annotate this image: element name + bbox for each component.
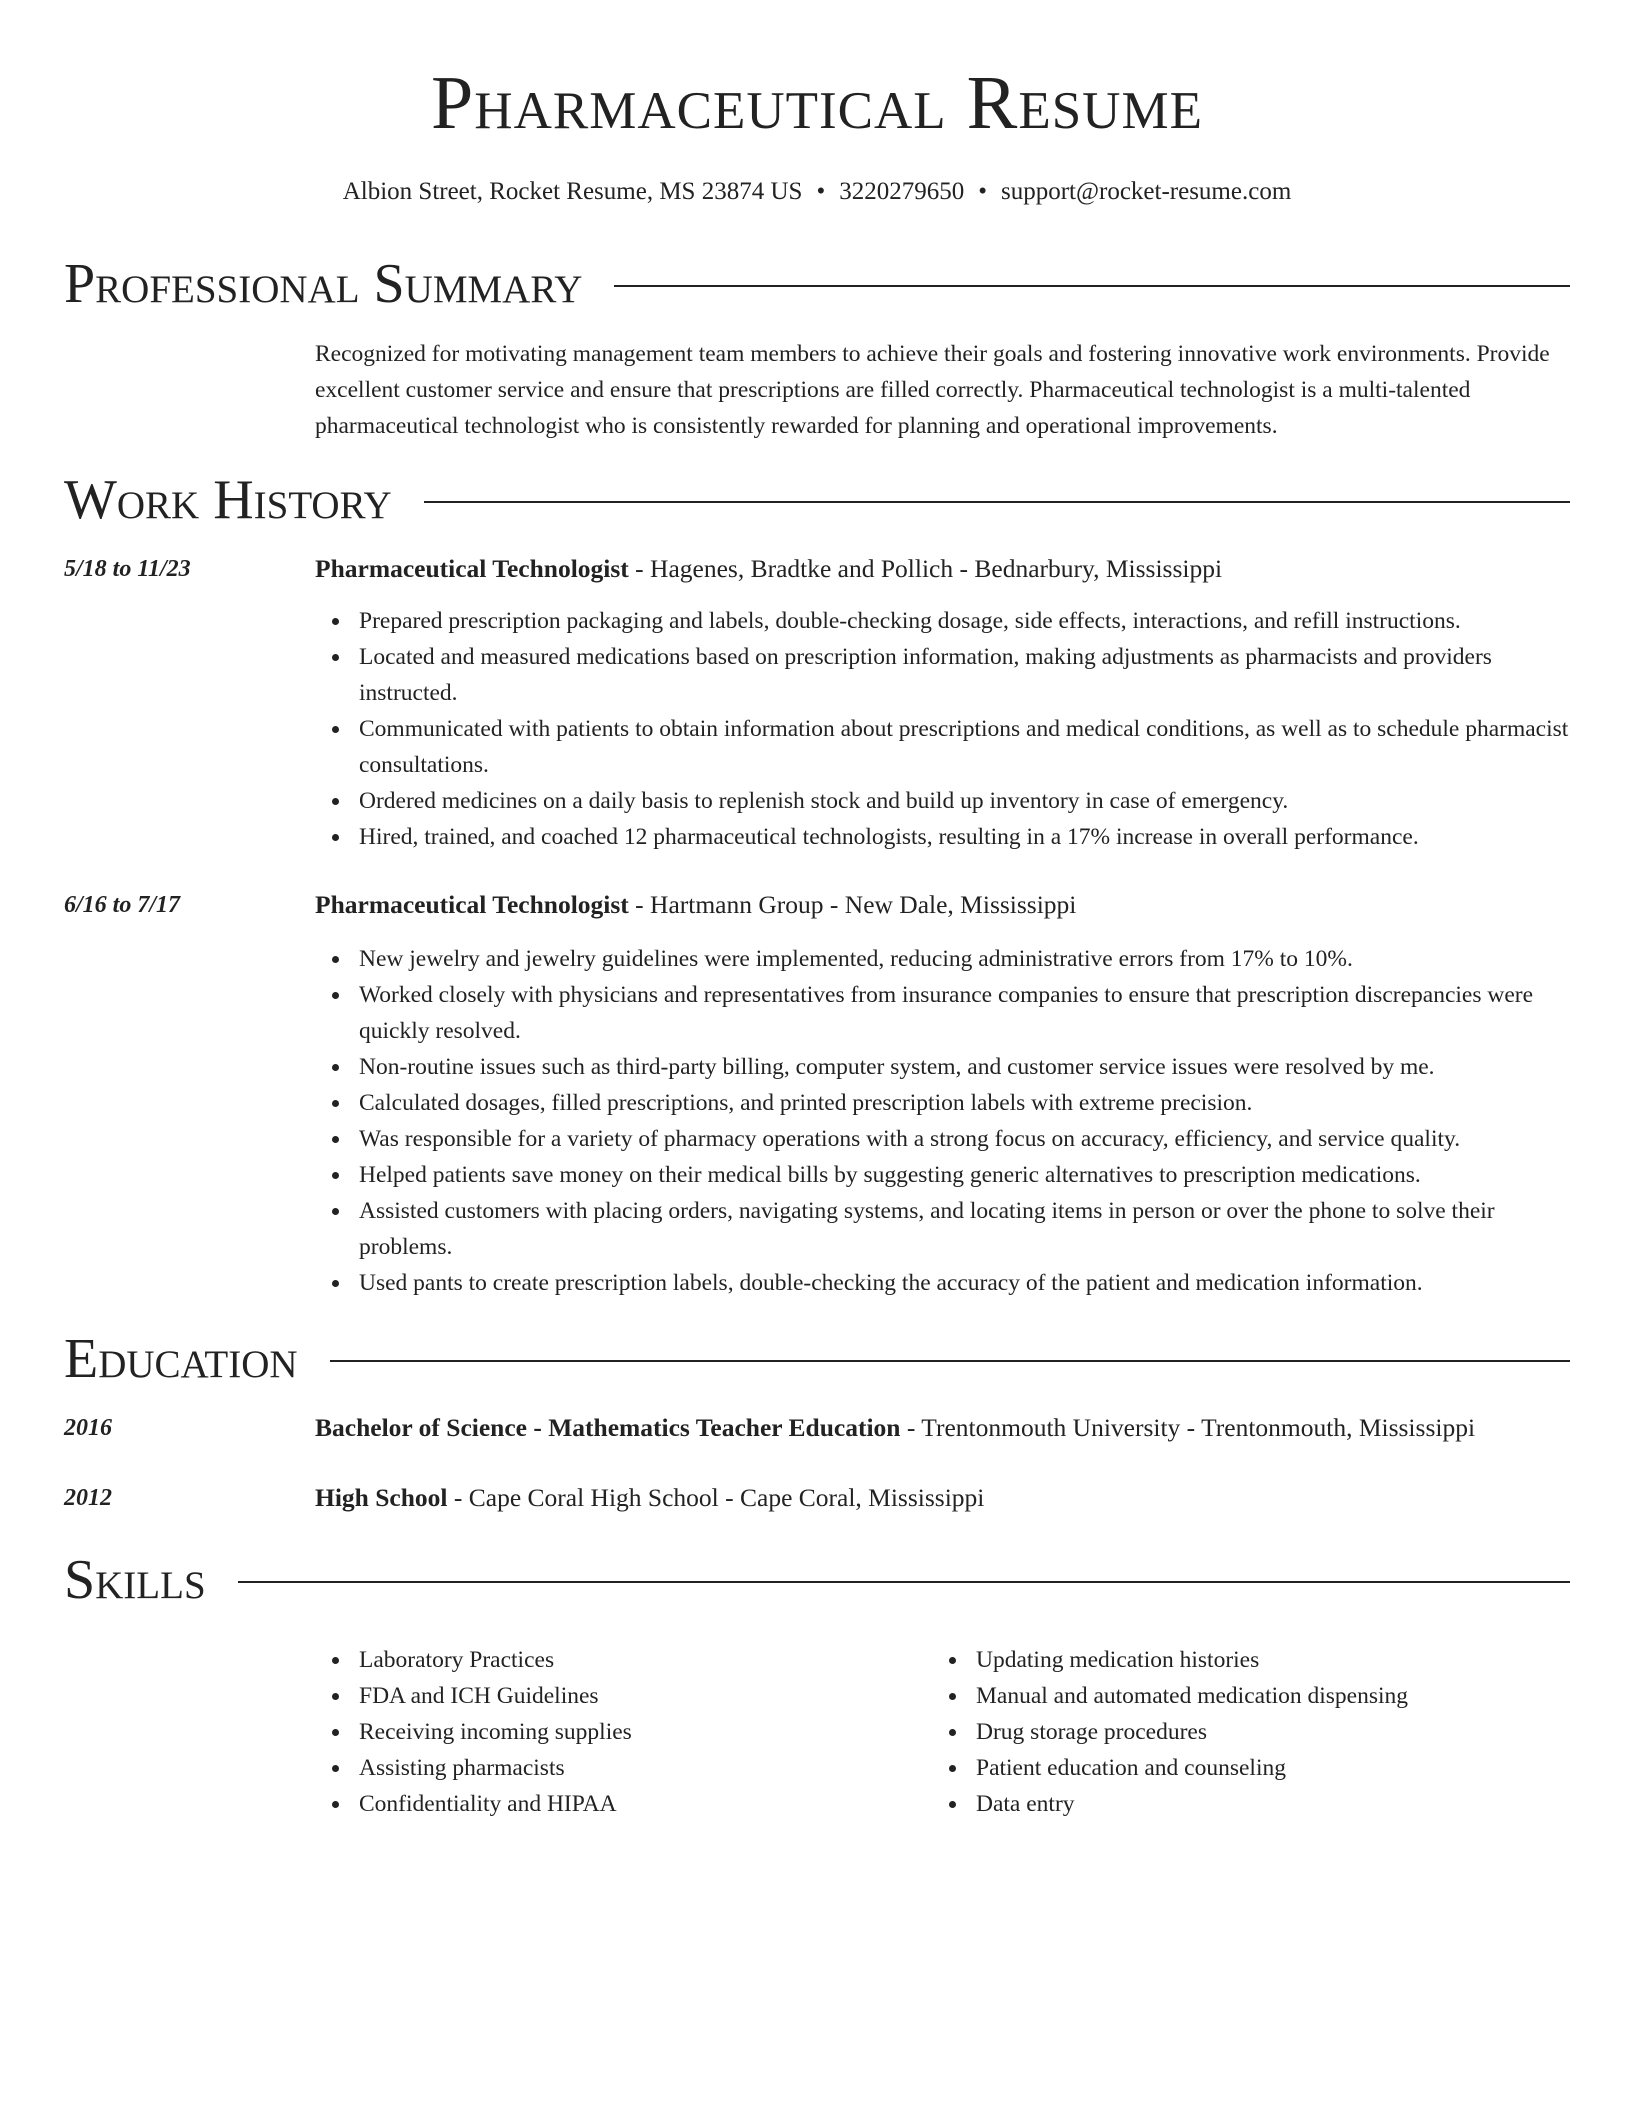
list-item: Drug storage procedures xyxy=(932,1714,1532,1750)
list-item: Data entry xyxy=(932,1786,1532,1822)
job-2-bullets xyxy=(315,941,1570,1301)
job-details: - Hartmann Group - New Dale, Mississippi xyxy=(628,890,1077,919)
list-item: Prepared prescription packaging and labels, double-checking dosage, side effects, interactions, and refill instructions. xyxy=(315,603,1570,639)
list-item: Non-routine issues such as third-party billing, computer system, and customer service issues were resolved by me. xyxy=(315,1049,1570,1085)
contact-separator: • xyxy=(816,178,826,205)
resume-name: Pharmaceutical Resume xyxy=(431,61,1203,145)
contact-separator: • xyxy=(978,178,987,205)
list-item: Updating medication histories xyxy=(932,1642,1532,1678)
list-item: Communicated with patients to obtain information about prescriptions and medical conditions, as well as to schedule pharmacist consultations. xyxy=(315,711,1570,783)
summary-section-header xyxy=(64,253,1570,315)
list-item: Assisting pharmacists xyxy=(315,1750,915,1786)
list-item: Assisted customers with placing orders, navigating systems, and locating items in person or over the phone to solve their problems. xyxy=(315,1193,1570,1265)
job-details: - Hagenes, Bradtke and Pollich - Bednarbury, Mississippi xyxy=(628,554,1223,583)
section-divider xyxy=(614,285,1570,287)
education-degree: High School xyxy=(315,1483,448,1512)
contact-line xyxy=(64,174,1570,210)
list-item: Helped patients save money on their medical bills by suggesting generic alternatives to prescription medications. xyxy=(315,1157,1570,1193)
job-dates: 6/16 to 7/17 xyxy=(64,892,181,918)
education-year: 2012 xyxy=(64,1485,112,1511)
education-degree: Bachelor of Science - Mathematics Teacher Education xyxy=(315,1413,901,1442)
work-heading: Work History xyxy=(64,469,392,531)
skills-list-left xyxy=(315,1642,915,1822)
job-title: Pharmaceutical Technologist xyxy=(315,890,629,919)
list-item: Manual and automated medication dispensing xyxy=(932,1678,1532,1714)
contact-email: support@rocket-resume.com xyxy=(1000,178,1292,205)
list-item: Receiving incoming supplies xyxy=(315,1714,915,1750)
education-title-line xyxy=(315,1480,1570,1516)
summary-text: Recognized for motivating management team members to achieve their goals and fostering innovative work environments. Provide excellent customer service and ensure that prescriptions are filled correctly. Pharmaceutical technologist is a multi-talented pharmaceutical technologist who is consistently rewarded for planning and operational improvements. xyxy=(315,341,1550,439)
list-item: Confidentiality and HIPAA xyxy=(315,1786,915,1822)
resume-page xyxy=(64,0,1570,2112)
work-section-header xyxy=(64,469,1570,531)
list-item: Laboratory Practices xyxy=(315,1642,915,1678)
job-dates: 5/18 to 11/23 xyxy=(64,556,191,582)
list-item: Ordered medicines on a daily basis to replenish stock and build up inventory in case of emergency. xyxy=(315,783,1570,819)
job-1-bullets xyxy=(315,603,1570,855)
section-divider xyxy=(424,501,1570,503)
list-item: New jewelry and jewelry guidelines were implemented, reducing administrative errors from 17% to 10%. xyxy=(315,941,1570,977)
list-item: FDA and ICH Guidelines xyxy=(315,1678,915,1714)
list-item: Located and measured medications based on prescription information, making adjustments as pharmacists and providers instructed. xyxy=(315,639,1570,711)
education-title-line xyxy=(315,1410,1570,1446)
summary-heading: Professional Summary xyxy=(64,253,583,315)
job-title-line xyxy=(315,887,1570,923)
list-item: Used pants to create prescription labels, double-checking the accuracy of the patient and medication information. xyxy=(315,1265,1570,1301)
contact-phone: 3220279650 xyxy=(839,178,965,205)
contact-address: Albion Street, Rocket Resume, MS 23874 US xyxy=(342,178,803,205)
list-item: Was responsible for a variety of pharmacy operations with a strong focus on accuracy, efficiency, and service quality. xyxy=(315,1121,1570,1157)
section-divider xyxy=(238,1581,1570,1583)
list-item: Worked closely with physicians and representatives from insurance companies to ensure that prescription discrepancies were quickly resolved. xyxy=(315,977,1570,1049)
education-details: - Cape Coral High School - Cape Coral, Mississippi xyxy=(447,1483,985,1512)
education-details: - Trentonmouth University - Trentonmouth, Mississippi xyxy=(900,1413,1476,1442)
skills-list-right xyxy=(932,1642,1532,1822)
section-divider xyxy=(330,1360,1570,1362)
skills-section-header xyxy=(64,1549,1570,1611)
list-item: Hired, trained, and coached 12 pharmaceutical technologists, resulting in a 17% increase in overall performance. xyxy=(315,819,1570,855)
education-heading: Education xyxy=(64,1328,298,1390)
list-item: Patient education and counseling xyxy=(932,1750,1532,1786)
education-section-header xyxy=(64,1328,1570,1390)
education-year: 2016 xyxy=(64,1415,112,1441)
job-title: Pharmaceutical Technologist xyxy=(315,554,629,583)
skills-heading: Skills xyxy=(64,1549,206,1611)
job-title-line xyxy=(315,551,1570,587)
list-item: Calculated dosages, filled prescriptions, and printed prescription labels with extreme precision. xyxy=(315,1085,1570,1121)
